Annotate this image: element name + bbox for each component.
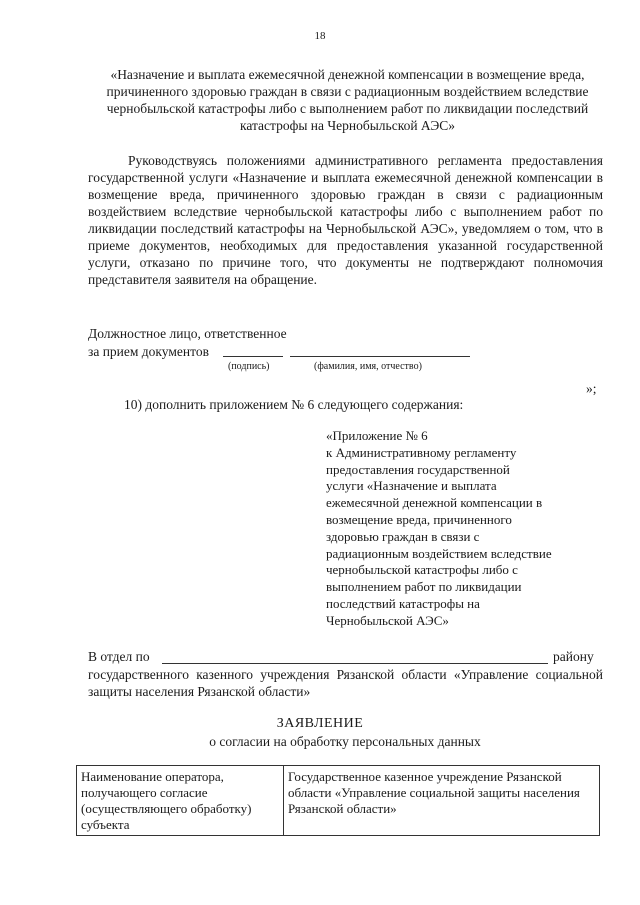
appendix-line: здоровью граждан в связи с [326,528,480,544]
appendix-line: к Административному регламенту [326,444,517,460]
signature-caption: (подпись) [228,361,270,372]
appendix-line: Чернобыльской АЭС» [326,612,449,628]
table-row [77,766,600,836]
application-title: ЗАЯВЛЕНИЕ [276,716,364,731]
application-subtitle: о согласии на обработку персональных данных [209,734,481,749]
name-caption: (фамилия, имя, отчество) [314,361,422,372]
department-text: государственного казенного учреждения Рязанской области «Управление социальной защиты населения Рязанской области» [88,667,603,699]
quote-end: »; [586,381,597,396]
amendment-text: 10) дополнить приложением № 6 следующего содержания: [124,397,464,412]
notice-body: Руководствуясь положениями административного регламента предоставления государственной услуги «Назначение и выплата ежемесячной денежной компенсации в возмещение вреда, причиненного здоровью граждан в связи с радиационным воздействием вследствие чернобыльской катастрофы либо с выполнением работ по ликвидации последствий катастрофы на Чернобыльской АЭС», уведомляем о том, что в приеме документов, необходимых для предоставления указанной государственной услуги, отказано по причине того, что документы не подтверждают полномочия представителя заявителя на обращение. [88,153,603,287]
department-suffix: району [553,649,594,664]
appendix-line: ежемесячной денежной компенсации в [326,495,543,511]
appendix-line: предоставления государственной [326,461,510,477]
department-district-line [162,663,548,664]
appendix-header [326,428,596,630]
appendix-line: «Приложение № 6 [326,428,428,443]
page-number: 18 [314,30,326,42]
notice-title: «Назначение и выплата ежемесячной денежной компенсации в возмещение вреда, причиненного здоровью граждан в связи с радиационным воздействием вследствие чернобыльской катастрофы либо с выполнением работ по ликвидации последствий катастрофы на Чернобыльской АЭС» [106,67,589,133]
official-label-line2: за прием документов [88,344,209,359]
appendix-line: услуги «Назначение и выплата [326,478,497,494]
official-label-line1: Должностное лицо, ответственное [88,326,287,341]
operator-table [76,765,600,836]
appendix-line: чернобыльской катастрофы либо с [326,562,518,578]
operator-label-cell: Наименование оператора, получающего согласие (осуществляющего обработку) субъекта [77,766,284,836]
department-prefix: В отдел по [88,649,150,664]
appendix-line: возмещение вреда, причиненного [326,511,512,527]
appendix-line: последствий катастрофы на [326,595,480,611]
appendix-line: выполнением работ по ликвидации [326,579,522,595]
signature-line [223,356,283,357]
name-line [290,356,470,357]
operator-value-cell: Государственное казенное учреждение Рязанской области «Управление социальной защиты населения Рязанской области» [284,766,600,836]
appendix-line: радиационным воздействием вследствие [326,545,552,561]
